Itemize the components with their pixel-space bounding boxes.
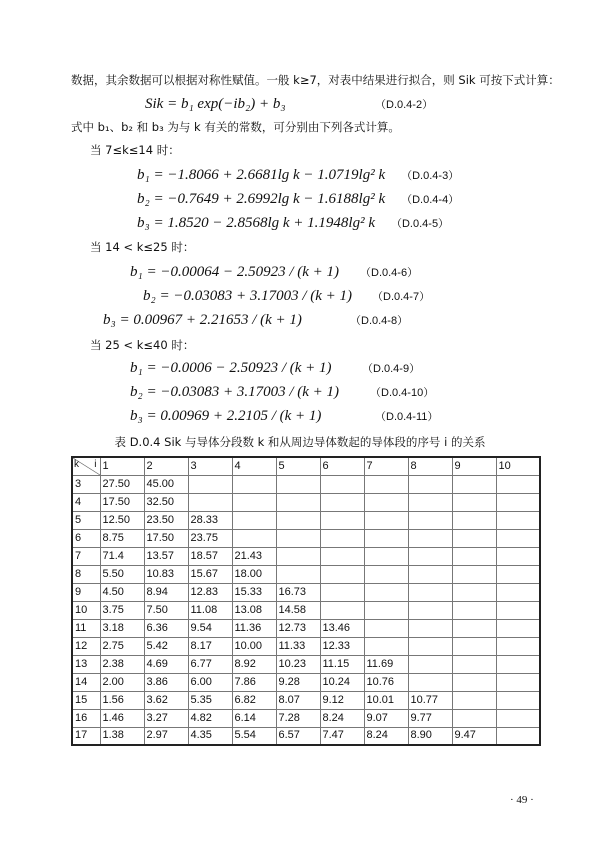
table-cell: 7.28 bbox=[276, 709, 320, 727]
table-cell bbox=[496, 601, 540, 619]
table-cell bbox=[320, 547, 364, 565]
column-header: 10 bbox=[496, 457, 540, 475]
table-cell: 10.01 bbox=[364, 691, 408, 709]
table-cell bbox=[452, 637, 496, 655]
equation-label: （D.0.4-11） bbox=[375, 411, 439, 423]
table-cell bbox=[188, 475, 232, 493]
equation-label: （D.0.4-9） bbox=[362, 363, 421, 375]
equation-label: （D.0.4-4） bbox=[401, 194, 460, 206]
row-k-cell: 15 bbox=[72, 691, 100, 709]
table-cell: 13.08 bbox=[232, 601, 276, 619]
table-cell: 6.77 bbox=[188, 655, 232, 673]
table-cell bbox=[232, 493, 276, 511]
row-k-cell: 5 bbox=[72, 511, 100, 529]
table-cell bbox=[408, 511, 452, 529]
row-k-cell: 17 bbox=[72, 727, 100, 745]
table-cell bbox=[496, 511, 540, 529]
table-cell: 5.35 bbox=[188, 691, 232, 709]
table-row bbox=[72, 727, 540, 745]
table-cell: 14.58 bbox=[276, 601, 320, 619]
equation-row bbox=[130, 406, 438, 427]
table-cell: 6.00 bbox=[188, 673, 232, 691]
table-cell bbox=[364, 565, 408, 583]
equation: b₂ = −0.7649 + 2.6992lg k − 1.6188lg² k bbox=[137, 191, 386, 207]
row-k-cell: 4 bbox=[72, 493, 100, 511]
table-cell: 18.57 bbox=[188, 547, 232, 565]
table-cell: 3.75 bbox=[100, 601, 144, 619]
row-k-cell: 7 bbox=[72, 547, 100, 565]
equation-label: （D.0.4-7） bbox=[372, 291, 431, 303]
table-cell bbox=[496, 637, 540, 655]
equation-row bbox=[130, 262, 418, 283]
table-cell bbox=[496, 709, 540, 727]
table-cell: 9.54 bbox=[188, 619, 232, 637]
range-condition: 当 7≤k≤14 时： bbox=[90, 143, 180, 157]
table-cell: 7.47 bbox=[320, 727, 364, 745]
row-k-cell: 8 bbox=[72, 565, 100, 583]
table-cell: 11.08 bbox=[188, 601, 232, 619]
table-cell bbox=[276, 565, 320, 583]
row-k-cell: 16 bbox=[72, 709, 100, 727]
table-cell: 10.24 bbox=[320, 673, 364, 691]
equation: b₃ = 0.00969 + 2.2105 / (k + 1) bbox=[130, 408, 322, 424]
table-cell: 10.83 bbox=[144, 565, 188, 583]
table-cell bbox=[232, 529, 276, 547]
table-row bbox=[72, 691, 540, 709]
equation-label: （D.0.4-5） bbox=[390, 218, 450, 230]
row-k-cell: 14 bbox=[72, 673, 100, 691]
table-cell: 4.35 bbox=[188, 727, 232, 745]
table-cell bbox=[364, 529, 408, 547]
table-cell: 10.23 bbox=[276, 655, 320, 673]
table-cell: 32.50 bbox=[144, 493, 188, 511]
table-cell bbox=[364, 547, 408, 565]
range-condition: 当 14 < k≤25 时： bbox=[90, 240, 195, 254]
table-cell: 9.28 bbox=[276, 673, 320, 691]
column-header: 5 bbox=[276, 457, 320, 475]
table-cell: 2.75 bbox=[100, 637, 144, 655]
table-cell: 12.83 bbox=[188, 583, 232, 601]
table-cell: 3.18 bbox=[100, 619, 144, 637]
table-cell: 3.62 bbox=[144, 691, 188, 709]
table-cell bbox=[232, 511, 276, 529]
column-header: 1 bbox=[100, 457, 144, 475]
table-cell: 15.67 bbox=[188, 565, 232, 583]
table-cell: 5.50 bbox=[100, 565, 144, 583]
table-cell: 10.00 bbox=[232, 637, 276, 655]
column-header: 6 bbox=[320, 457, 364, 475]
equation-row bbox=[143, 286, 430, 307]
table-cell: 8.24 bbox=[320, 709, 364, 727]
table-cell bbox=[496, 529, 540, 547]
table-cell bbox=[496, 547, 540, 565]
table-cell bbox=[496, 619, 540, 637]
table-cell bbox=[408, 565, 452, 583]
table-cell: 12.50 bbox=[100, 511, 144, 529]
table-row bbox=[72, 583, 540, 601]
table-cell bbox=[364, 493, 408, 511]
table-cell: 12.73 bbox=[276, 619, 320, 637]
table-cell: 15.33 bbox=[232, 583, 276, 601]
table-cell bbox=[496, 493, 540, 511]
table-cell bbox=[452, 601, 496, 619]
row-k-cell: 13 bbox=[72, 655, 100, 673]
equation-label: （D.0.4-6） bbox=[360, 267, 419, 279]
table-cell: 6.14 bbox=[232, 709, 276, 727]
intro-text: 数据，其余数据可以根据对称性赋值。一般 k≥7，对表中结果进行拟合，则 Sik 可按下式计算： bbox=[71, 73, 560, 87]
row-k-cell: 10 bbox=[72, 601, 100, 619]
table-cell bbox=[496, 673, 540, 691]
table-row bbox=[72, 475, 540, 493]
row-k-cell: 3 bbox=[72, 475, 100, 493]
table-cell bbox=[496, 565, 540, 583]
table-cell bbox=[364, 619, 408, 637]
column-header: 4 bbox=[232, 457, 276, 475]
table-cell bbox=[320, 529, 364, 547]
table-cell: 6.82 bbox=[232, 691, 276, 709]
table-cell: 27.50 bbox=[100, 475, 144, 493]
column-header: 2 bbox=[144, 457, 188, 475]
table-cell bbox=[408, 619, 452, 637]
table-cell bbox=[452, 691, 496, 709]
table-cell bbox=[364, 475, 408, 493]
table-cell: 23.50 bbox=[144, 511, 188, 529]
table-cell bbox=[408, 637, 452, 655]
column-header: 8 bbox=[408, 457, 452, 475]
table-cell: 2.38 bbox=[100, 655, 144, 673]
table-cell: 3.86 bbox=[144, 673, 188, 691]
table-cell: 2.97 bbox=[144, 727, 188, 745]
sik-table bbox=[71, 456, 541, 746]
table-cell: 45.00 bbox=[144, 475, 188, 493]
column-header: 9 bbox=[452, 457, 496, 475]
equation: b₃ = 1.8520 − 2.8568lg k + 1.1948lg² k bbox=[137, 215, 375, 231]
table-cell: 9.07 bbox=[364, 709, 408, 727]
table-cell: 28.33 bbox=[188, 511, 232, 529]
table-cell bbox=[452, 475, 496, 493]
table-cell: 9.47 bbox=[452, 727, 496, 745]
table-cell: 9.12 bbox=[320, 691, 364, 709]
table-row bbox=[72, 493, 540, 511]
table-cell bbox=[276, 547, 320, 565]
equation-row bbox=[137, 189, 459, 210]
table-cell bbox=[408, 601, 452, 619]
table-cell bbox=[452, 547, 496, 565]
explanation-text: 式中 b₁、b₂ 和 b₃ 为与 k 有关的常数，可分别由下列各式计算。 bbox=[71, 120, 400, 134]
table-cell: 13.46 bbox=[320, 619, 364, 637]
table-cell: 6.57 bbox=[276, 727, 320, 745]
table-row bbox=[72, 709, 540, 727]
table-row bbox=[72, 565, 540, 583]
table-cell: 10.76 bbox=[364, 673, 408, 691]
table-cell bbox=[496, 691, 540, 709]
equation: b₂ = −0.03083 + 3.17003 / (k + 1) bbox=[130, 384, 340, 400]
equation: b₁ = −1.8066 + 2.6681lg k − 1.0719lg² k bbox=[137, 167, 386, 183]
table-cell: 2.00 bbox=[100, 673, 144, 691]
table-cell bbox=[408, 547, 452, 565]
table-cell bbox=[320, 475, 364, 493]
table-cell: 11.15 bbox=[320, 655, 364, 673]
table-cell bbox=[320, 493, 364, 511]
equation-row bbox=[130, 358, 420, 379]
equation: b₁ = −0.0006 − 2.50923 / (k + 1) bbox=[130, 360, 332, 376]
table-cell: 1.46 bbox=[100, 709, 144, 727]
table-cell bbox=[276, 529, 320, 547]
table-cell: 13.57 bbox=[144, 547, 188, 565]
corner-i: i bbox=[94, 459, 97, 470]
table-cell: 5.42 bbox=[144, 637, 188, 655]
corner-cell bbox=[72, 457, 100, 475]
row-k-cell: 12 bbox=[72, 637, 100, 655]
table-cell: 8.92 bbox=[232, 655, 276, 673]
table-cell: 7.50 bbox=[144, 601, 188, 619]
equation-row bbox=[130, 382, 434, 403]
table-header-row bbox=[72, 457, 540, 475]
table-cell: 1.56 bbox=[100, 691, 144, 709]
table-cell: 4.50 bbox=[100, 583, 144, 601]
table-row bbox=[72, 547, 540, 565]
table-cell bbox=[408, 673, 452, 691]
table-cell bbox=[452, 493, 496, 511]
table-cell bbox=[452, 673, 496, 691]
table-cell: 3.27 bbox=[144, 709, 188, 727]
equation: b₁ = −0.00064 − 2.50923 / (k + 1) bbox=[130, 264, 340, 280]
table-cell bbox=[408, 529, 452, 547]
table-cell: 4.69 bbox=[144, 655, 188, 673]
column-header: 3 bbox=[188, 457, 232, 475]
table-cell: 7.86 bbox=[232, 673, 276, 691]
table-cell bbox=[364, 583, 408, 601]
table-cell bbox=[452, 511, 496, 529]
table-row bbox=[72, 673, 540, 691]
table-cell: 12.33 bbox=[320, 637, 364, 655]
table-cell bbox=[320, 511, 364, 529]
table-cell bbox=[408, 655, 452, 673]
table-row bbox=[72, 511, 540, 529]
table-cell bbox=[320, 601, 364, 619]
table-cell: 6.36 bbox=[144, 619, 188, 637]
table-cell bbox=[452, 565, 496, 583]
table-cell: 4.82 bbox=[188, 709, 232, 727]
row-k-cell: 9 bbox=[72, 583, 100, 601]
table-cell bbox=[408, 493, 452, 511]
table-cell bbox=[364, 601, 408, 619]
equation-row bbox=[103, 310, 408, 331]
equation: b₃ = 0.00967 + 2.21653 / (k + 1) bbox=[103, 312, 302, 328]
table-cell bbox=[276, 511, 320, 529]
table-cell bbox=[452, 709, 496, 727]
table-cell bbox=[276, 475, 320, 493]
table-cell bbox=[188, 493, 232, 511]
table-cell bbox=[364, 637, 408, 655]
table-cell: 71.4 bbox=[100, 547, 144, 565]
column-header: 7 bbox=[364, 457, 408, 475]
table-cell: 1.38 bbox=[100, 727, 144, 745]
row-k-cell: 11 bbox=[72, 619, 100, 637]
table-cell: 17.50 bbox=[100, 493, 144, 511]
table-row bbox=[72, 655, 540, 673]
table-cell bbox=[452, 529, 496, 547]
table-cell bbox=[320, 583, 364, 601]
table-cell: 8.17 bbox=[188, 637, 232, 655]
page-number: · 49 · bbox=[510, 794, 534, 806]
table-cell: 17.50 bbox=[144, 529, 188, 547]
table-row bbox=[72, 601, 540, 619]
table-cell: 11.69 bbox=[364, 655, 408, 673]
table-cell: 8.24 bbox=[364, 727, 408, 745]
table-cell bbox=[452, 655, 496, 673]
table-cell: 16.73 bbox=[276, 583, 320, 601]
equation: b₂ = −0.03083 + 3.17003 / (k + 1) bbox=[143, 288, 353, 304]
table-cell: 11.33 bbox=[276, 637, 320, 655]
table-cell bbox=[452, 619, 496, 637]
table-cell: 10.77 bbox=[408, 691, 452, 709]
table-cell: 9.77 bbox=[408, 709, 452, 727]
main-equation: Sik = b₁ exp(−ib₂) + b₃ bbox=[145, 96, 286, 112]
table-cell bbox=[496, 655, 540, 673]
table-cell: 8.07 bbox=[276, 691, 320, 709]
table-cell bbox=[232, 475, 276, 493]
table-cell bbox=[496, 475, 540, 493]
table-cell: 23.75 bbox=[188, 529, 232, 547]
equation-row bbox=[137, 213, 449, 234]
table-cell: 8.94 bbox=[144, 583, 188, 601]
table-cell bbox=[496, 583, 540, 601]
table-cell bbox=[452, 583, 496, 601]
table-cell bbox=[276, 493, 320, 511]
range-condition: 当 25 < k≤40 时： bbox=[90, 338, 195, 352]
equation-label: （D.0.4-3） bbox=[401, 170, 460, 182]
equation-label: （D.0.4-8） bbox=[350, 315, 409, 327]
table-cell: 18.00 bbox=[232, 565, 276, 583]
table-cell bbox=[408, 475, 452, 493]
table-cell bbox=[364, 511, 408, 529]
table-row bbox=[72, 529, 540, 547]
main-equation-row bbox=[145, 94, 433, 115]
table-row bbox=[72, 619, 540, 637]
corner-k: k bbox=[74, 459, 79, 470]
table-cell: 8.75 bbox=[100, 529, 144, 547]
equation-label: （D.0.4-10） bbox=[370, 387, 435, 399]
table-row bbox=[72, 637, 540, 655]
main-equation-label: （D.0.4-2） bbox=[375, 99, 434, 111]
table-cell: 21.43 bbox=[232, 547, 276, 565]
equation-row bbox=[137, 165, 459, 186]
table-cell: 11.36 bbox=[232, 619, 276, 637]
table-cell bbox=[320, 565, 364, 583]
table-cell: 5.54 bbox=[232, 727, 276, 745]
table-cell bbox=[408, 583, 452, 601]
table-cell: 8.90 bbox=[408, 727, 452, 745]
table-caption: 表 D.0.4 Sik 与导体分段数 k 和从周边导体数起的导体段的序号 i 的关系 bbox=[114, 435, 486, 449]
table-cell bbox=[496, 727, 540, 745]
row-k-cell: 6 bbox=[72, 529, 100, 547]
